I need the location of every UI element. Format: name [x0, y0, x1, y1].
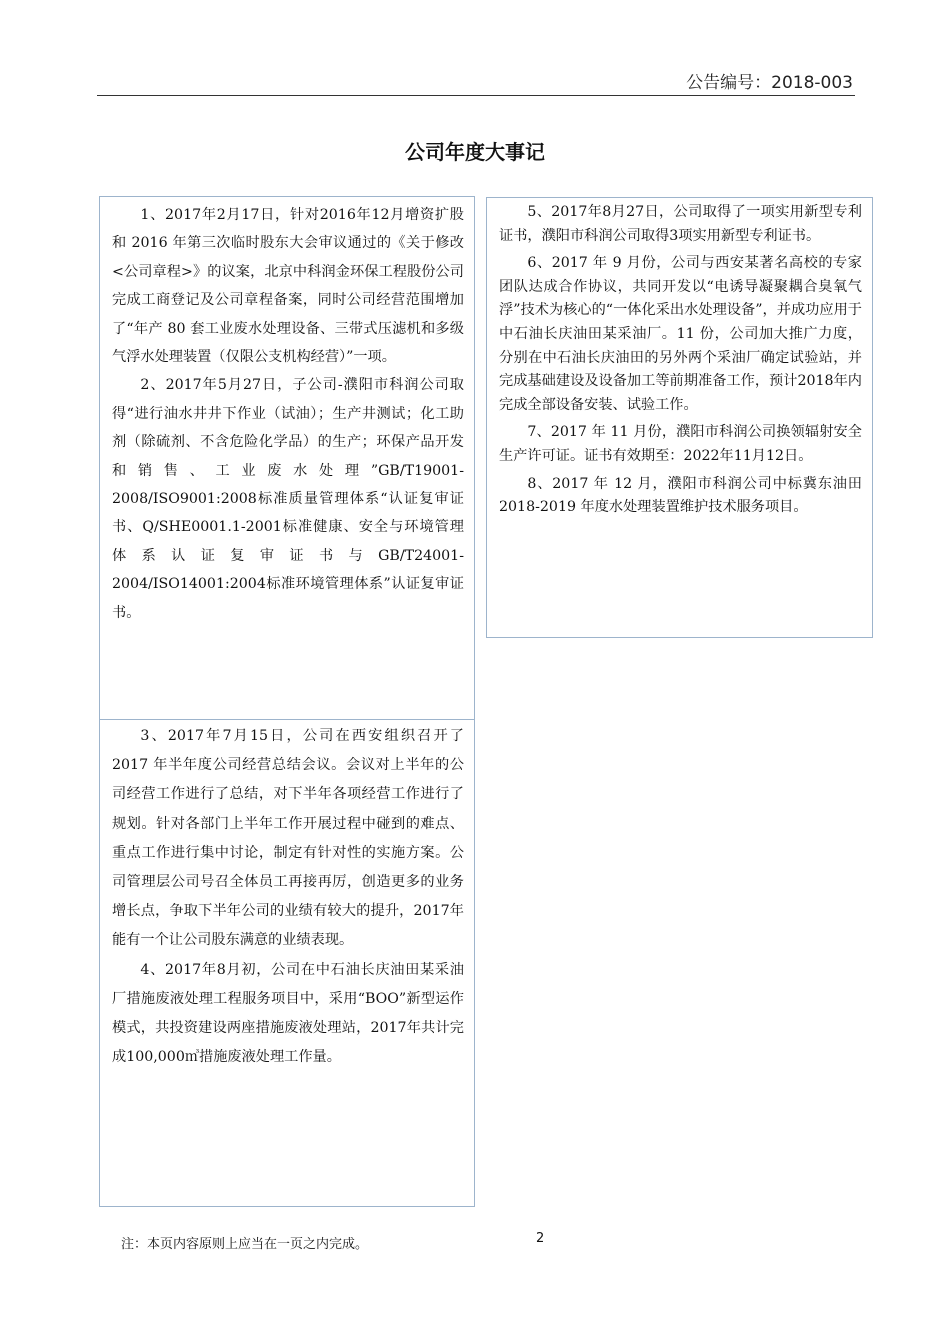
event-8: 8、2017 年 12 月，濮阳市科润公司中标冀东油田 2018-2019 年度水处理装置维护技术服务项目。	[499, 475, 862, 516]
events-box-1	[99, 196, 475, 720]
announcement-number: 公告编号：2018-003	[686, 73, 853, 93]
event-6: 6、2017 年 9 月份，公司与西安某著名高校的专家团队达成合作协议，共同开发以“电诱导凝聚耦合臭氧气浮”技术为核心的“一体化采出水处理设备”，并成功应用于中石油长庆油田某采油厂。11 份，公司加大推广力度，分别在中石油长庆油田的另外两个采油厂确定试验站，并完成基础建设及设备加工等前期准备工作，预计2018年内完成全部设备安装、试验工作。	[499, 255, 862, 413]
page-number: 2	[536, 1231, 545, 1246]
events-box-2	[99, 719, 475, 1207]
event-3: 3、2017年7月15日，公司在西安组织召开了 2017 年半年度公司经营总结会议。会议对上半年的公司经营工作进行了总结，对下半年各项经营工作进行了规划。针对各部门上半年工作开展过程中碰到的难点、重点工作进行集中讨论，制定有针对性的实施方案。公司管理层公司号召全体员工再接再厉，创造更多的业务增长点，争取下半年公司的业绩有较大的提升，2017年能有一个让公司股东满意的业绩表现。	[112, 728, 464, 949]
footer-note: 注：本页内容原则上应当在一页之内完成。	[121, 1237, 369, 1252]
event-5: 5、2017年8月27日，公司取得了一项实用新型专利证书，濮阳市科润公司取得3项实用新型专利证书。	[499, 204, 862, 244]
header-divider	[97, 95, 855, 96]
events-box-3	[486, 197, 873, 638]
page-title: 公司年度大事记	[405, 140, 545, 164]
event-1: 1、2017年2月17日，针对2016年12月增资扩股和 2016 年第三次临时股东大会审议通过的《关于修改<公司章程>》的议案，北京中科润金环保工程股份公司完成工商登记及公司章程备案，同时公司经营范围增加了“年产 80 套工业废水处理设备、三带式压滤机和多级气浮水处理装置（仅限公支机构经营）”一项。	[112, 207, 464, 366]
event-4: 4、2017年8月初，公司在中石油长庆油田某采油厂措施废液处理工程服务项目中，采用“BOO”新型运作模式，共投资建设两座措施废液处理站，2017年共计完成100,000㎥措施废液处理工作量。	[112, 961, 464, 1066]
event-2: 2、2017年5月27日，子公司-濮阳市科润公司取得“进行油水井井下作业（试油）；生产井测试；化工助剂（除硫剂、不含危险化学品）的生产；环保产品开发和销售、工业废水处理”GB/T19001-2008/ISO9001:2008标准质量管理体系“认证复审证书、Q/SHE0001.1-2001标准健康、安全与环境管理体系认证复审证书与GB/T24001-2004/ISO14001:2004标准环境管理体系”认证复审证书。	[112, 377, 464, 621]
event-7: 7、2017 年 11 月份，濮阳市科润公司换领辐射安全生产许可证。证书有效期至：2022年11月12日。	[499, 424, 862, 464]
